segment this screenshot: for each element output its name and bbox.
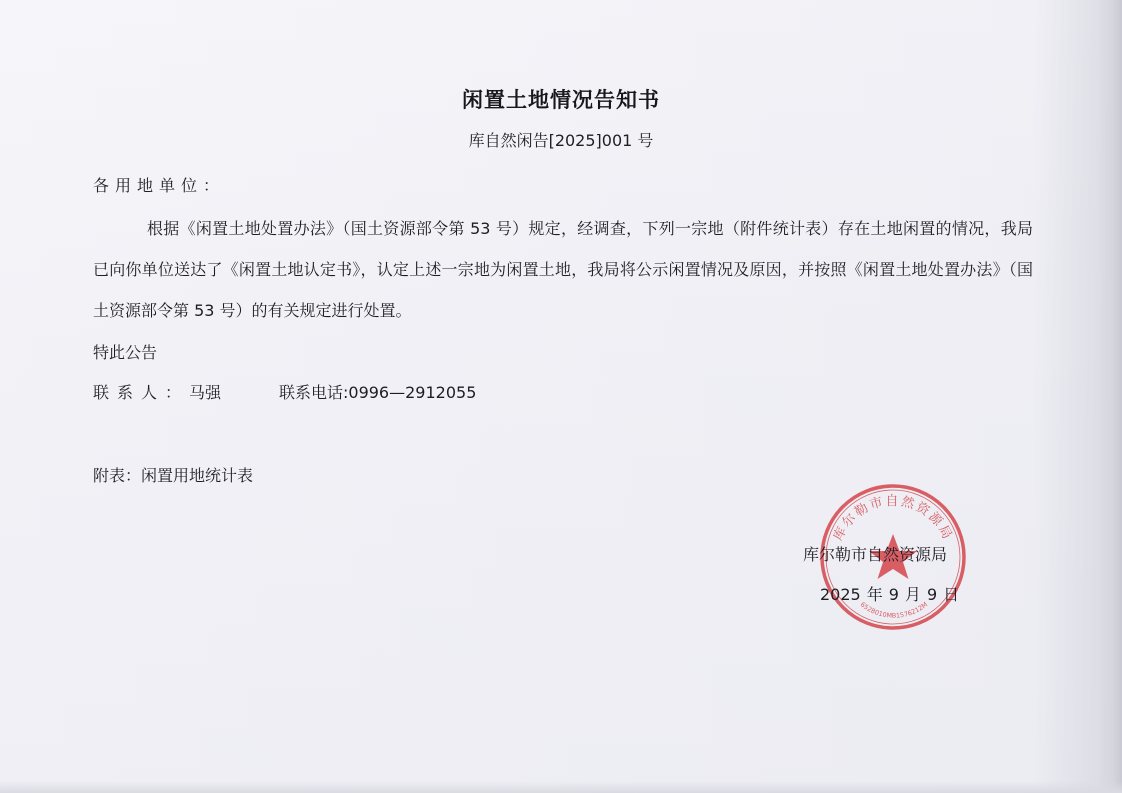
contact-name: 马强 bbox=[189, 383, 222, 402]
date-year: 2025 bbox=[820, 585, 861, 604]
contact-person bbox=[93, 380, 221, 403]
date-day: 9 bbox=[926, 585, 938, 604]
seal-code: 6528010MB1576212M bbox=[858, 600, 930, 620]
addressee: 各用地单位： bbox=[93, 176, 226, 195]
contact-phone: 联系电话:0996—2912055 bbox=[279, 383, 477, 402]
issue-date bbox=[820, 582, 965, 605]
issuing-authority: 库尔勒市自然资源局 bbox=[803, 545, 948, 564]
attachment-line: 附表：闲置用地统计表 bbox=[93, 466, 254, 485]
page-bottom-shadow bbox=[0, 781, 1122, 793]
date-day-unit: 日 bbox=[943, 585, 960, 604]
body-paragraph: 根据《闲置土地处置办法》（国土资源部令第 53 号）规定，经调查，下列一宗地（附件统计表）存在土地闲置的情况，我局已向你单位送达了《闲置土地认定书》，认定上述一宗地为闲置土地，我局将公示闲置情况及原因，并按照《闲置土地处置办法》（国土资源部令第 53 号）的有关规定进行处置。 bbox=[93, 219, 1033, 320]
date-month: 9 bbox=[888, 585, 899, 604]
page-edge-shadow bbox=[1098, 0, 1122, 793]
date-month-unit: 月 bbox=[904, 585, 921, 604]
contact-label: 联系人： bbox=[93, 383, 190, 402]
date-year-unit: 年 bbox=[866, 585, 883, 604]
document-title: 闲置土地情况告知书 bbox=[462, 88, 660, 112]
seal-ring-text: 库尔勒市自然资源局 bbox=[830, 493, 956, 544]
notice-line: 特此公告 bbox=[93, 343, 158, 362]
document-number: 库自然闲告[2025]001 号 bbox=[468, 131, 654, 150]
